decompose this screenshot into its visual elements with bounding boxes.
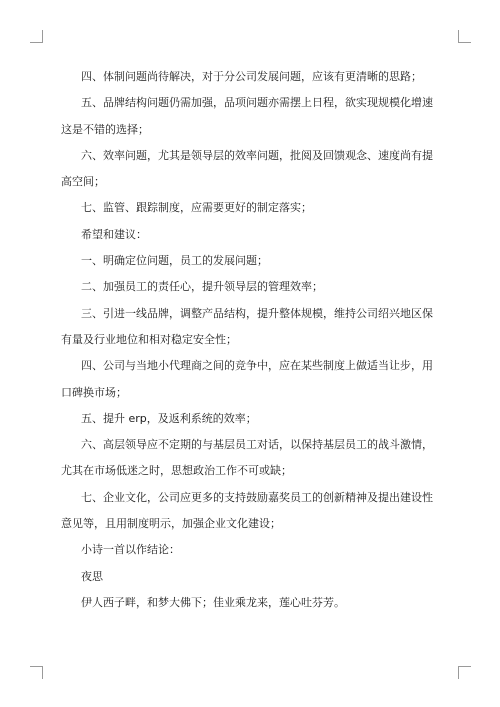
paragraph: 七、企业文化，公司应更多的支持鼓励嘉奖员工的创新精神及提出建设性意见等，且用制度明示，加强企业文化建设；: [61, 490, 433, 531]
paragraph: 三、引进一线品牌，调整产品结构，提升整体规模，维持公司绍兴地区保有量及行业地位和相对稳定安全性；: [61, 306, 433, 346]
paragraph: 一、明确定位问题，员工的发展问题；: [81, 254, 268, 268]
paragraph: 五、提升 erp，及返利系统的效率；: [81, 411, 257, 425]
section-heading: 希望和建议：: [81, 227, 147, 241]
paragraph: 五、品牌结构问题仍需加强，品项问题亦需摆上日程，欲实现规模化增速这是不错的选择；: [61, 96, 433, 136]
paragraph: 二、加强员工的责任心，提升领导层的管理效率；: [81, 280, 323, 294]
crop-mark-bottom-left: [30, 666, 43, 679]
crop-mark-top-right: [458, 30, 471, 43]
paragraph: 四、公司与当地小代理商之间的竞争中，应在某些制度上做适当让步，用口碑换市场；: [61, 359, 433, 399]
paragraph: 六、高层领导应不定期的与基层员工对话，以保持基层员工的战斗激情，尤其在市场低迷之时，思想政治工作不可或缺；: [61, 438, 433, 478]
paragraph: 四、体制问题尚待解决，对于分公司发展问题，应该有更清晰的思路；: [81, 70, 422, 83]
crop-mark-bottom-right: [458, 666, 471, 679]
document-body: [61, 64, 441, 616]
crop-mark-top-left: [30, 30, 43, 43]
poem-title: 夜思: [81, 569, 103, 583]
paragraph: 六、效率问题，尤其是领导层的效率问题，批阅及回馈观念、速度尚有提高空间；: [61, 148, 433, 189]
poem-line: 伊人西子畔，和梦大佛下；佳业乘龙来，莲心吐芬芳。: [81, 595, 345, 609]
paragraph: 小诗一首以作结论：: [81, 543, 180, 557]
paragraph: 七、监管、跟踪制度，应需要更好的制定落实；: [81, 201, 312, 215]
